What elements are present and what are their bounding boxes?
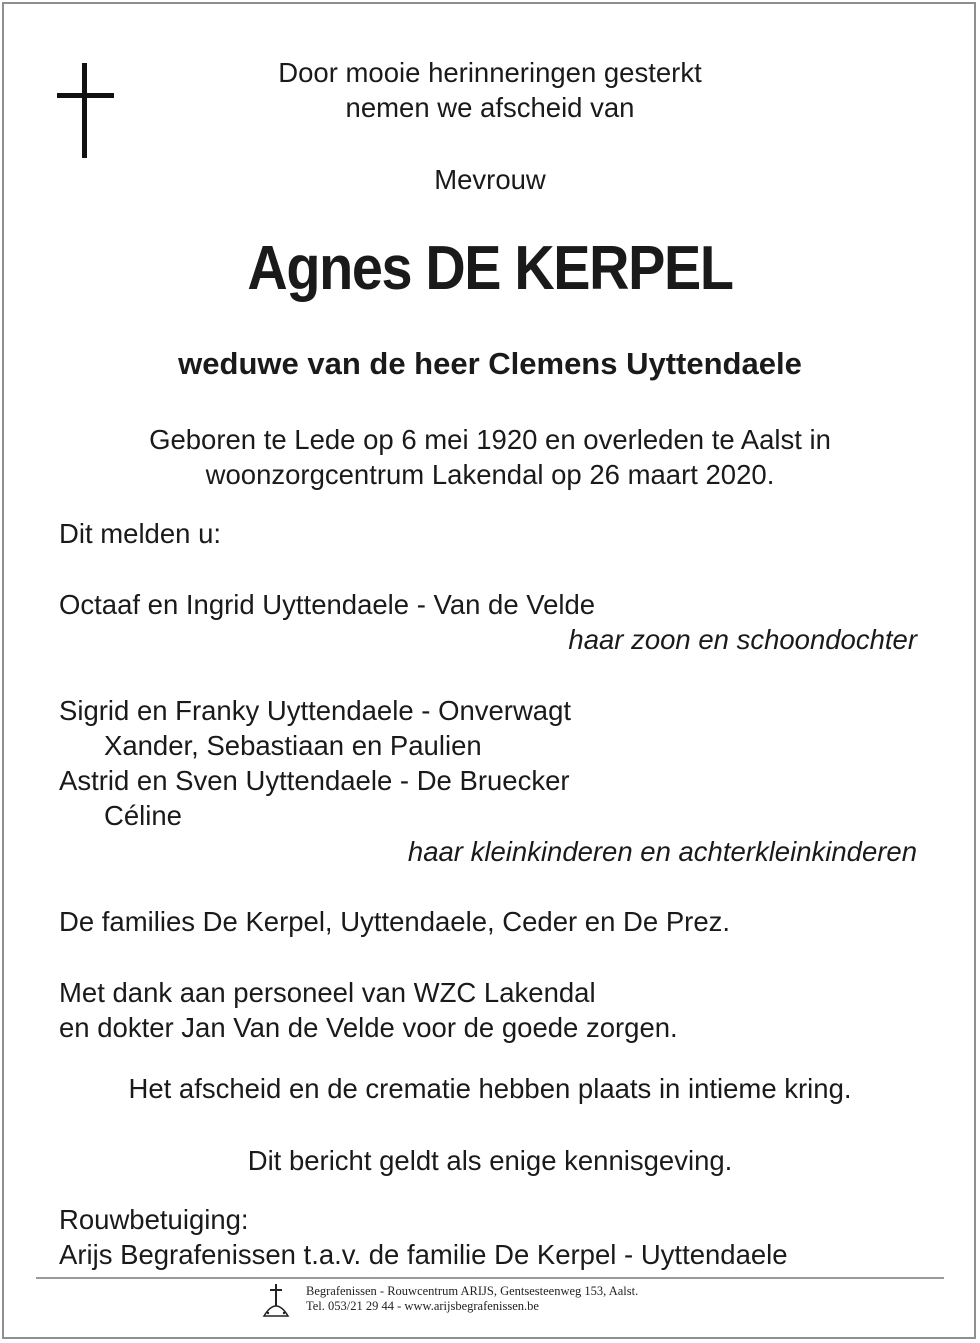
announcers-heading: Dit melden u: [59, 518, 222, 549]
families-line: De families De Kerpel, Uyttendaele, Ceder en De Prez. [59, 906, 731, 937]
funeral-home-footer [306, 1284, 638, 1314]
birth-death-line-2: woonzorgcentrum Lakendal op 26 maart 2020. [205, 459, 775, 490]
funeral-home-logo-icon [258, 1282, 294, 1318]
footer-divider [36, 1277, 944, 1279]
grandchildren-family-1: Sigrid en Franky Uyttendaele - Onverwagt [59, 695, 572, 726]
card-frame [2, 2, 976, 1339]
condolences-address: Arijs Begrafenissen t.a.v. de familie De Kerpel - Uyttendaele [59, 1239, 788, 1270]
footer-line-1: Begrafenissen - Rouwcentrum ARIJS, Gentsesteenweg 153, Aalst. [306, 1284, 639, 1298]
title-prefix: Mevrouw [434, 164, 546, 195]
children-names: Octaaf en Ingrid Uyttendaele - Van de Velde [59, 589, 596, 620]
thanks-line-1: Met dank aan personeel van WZC Lakendal [59, 977, 596, 1008]
great-grandchildren-2: Céline [104, 800, 182, 831]
great-grandchildren-1: Xander, Sebastiaan en Paulien [104, 730, 482, 761]
grandchildren-role: haar kleinkinderen en achterkleinkinderen [407, 836, 917, 867]
intro-text [0, 55, 980, 125]
notice-line: Dit bericht geldt als enige kennisgeving. [247, 1145, 733, 1176]
deceased-name: Agnes DE KERPEL [247, 234, 733, 303]
grandchildren-family-2: Astrid en Sven Uyttendaele - De Bruecker [59, 765, 570, 796]
children-role: haar zoon en schoondochter [568, 624, 917, 655]
ceremony-line: Het afscheid en de crematie hebben plaats in intieme kring. [128, 1073, 852, 1104]
intro-line-1: Door mooie herinneringen gesterkt [278, 57, 702, 88]
thanks-line-2: en dokter Jan Van de Velde voor de goede zorgen. [59, 1012, 678, 1043]
spouse-line: weduwe van de heer Clemens Uyttendaele [178, 346, 802, 381]
condolences-heading: Rouwbetuiging: [59, 1204, 249, 1235]
birth-death-line-1: Geboren te Lede op 6 mei 1920 en overleden te Aalst in [149, 424, 831, 455]
intro-line-2: nemen we afscheid van [345, 92, 635, 123]
birth-death-text [0, 422, 980, 492]
footer-line-2: Tel. 053/21 29 44 - www.arijsbegrafenissen.be [306, 1299, 539, 1313]
